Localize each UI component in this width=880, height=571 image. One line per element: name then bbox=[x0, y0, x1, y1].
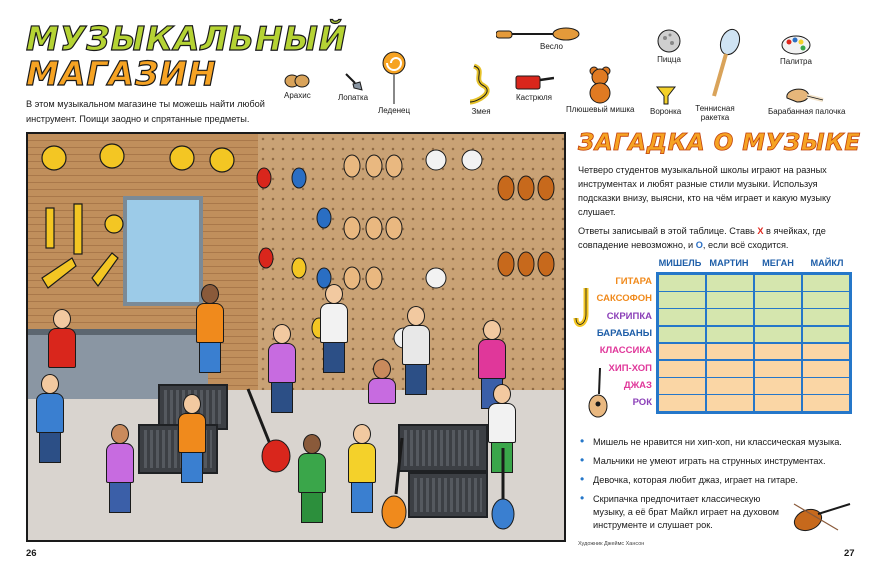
row-header: ДЖАЗ bbox=[623, 379, 652, 391]
logic-grid bbox=[574, 258, 858, 418]
drumstick-icon bbox=[783, 84, 831, 106]
amplifier bbox=[408, 472, 488, 518]
row-header: СКРИПКА bbox=[606, 310, 652, 322]
person-girl bbox=[106, 424, 134, 513]
illustration-credit: Художник Джеймс Хансон bbox=[578, 541, 645, 547]
page-title-line2: МАГАЗИН bbox=[26, 54, 217, 93]
hidden-item-paddle bbox=[496, 26, 580, 42]
grid-cell[interactable] bbox=[803, 327, 849, 343]
grid-cell[interactable] bbox=[755, 309, 801, 325]
hidden-item-label: Палитра bbox=[780, 57, 812, 66]
grid-cell[interactable] bbox=[803, 378, 849, 394]
person-small-girl bbox=[368, 359, 396, 404]
hidden-item-label: Пицца bbox=[657, 55, 681, 64]
row-header: РОК bbox=[632, 397, 652, 409]
grid-cell[interactable] bbox=[803, 344, 849, 360]
clues-list bbox=[580, 436, 860, 538]
column-header: МАЙКЛ bbox=[810, 258, 844, 268]
funnel-icon bbox=[655, 84, 677, 106]
hidden-item-trowel bbox=[338, 70, 368, 102]
hidden-item-tennis-racket bbox=[704, 28, 744, 98]
hidden-item-label: Змея bbox=[471, 107, 491, 116]
row-header: ГИТАРА bbox=[615, 276, 652, 287]
grid-cell[interactable] bbox=[707, 275, 753, 291]
paddle-icon bbox=[496, 26, 580, 42]
hidden-item-label: Леденец bbox=[378, 106, 411, 115]
snake-icon bbox=[466, 62, 496, 106]
hidden-item-drumstick bbox=[768, 84, 845, 116]
person-cashier bbox=[48, 309, 76, 368]
grid-cell[interactable] bbox=[659, 361, 705, 377]
riddle-intro: Четверо студентов музыкальной школы играют на разных инструментах и любят разные стили музыки. Используя подсказки внизу, выясни, кто на чём играет и какую музыку слушает. bbox=[578, 165, 831, 217]
grid-cell[interactable] bbox=[755, 327, 801, 343]
clue-item: • Девочка, которая любит джаз, играет на гитаре. bbox=[580, 474, 860, 487]
person-violinist bbox=[402, 306, 430, 395]
grid-cell[interactable] bbox=[707, 378, 753, 394]
riddle-instructions bbox=[578, 224, 858, 252]
grid-cell[interactable] bbox=[659, 378, 705, 394]
hidden-item-label: Барабанная палочка bbox=[768, 107, 846, 116]
tennis-racket-label: Теннисная ракетка bbox=[695, 104, 735, 122]
hidden-item-pizza bbox=[656, 28, 682, 64]
instr-part: Ответы записывай в этой таблице. Ставь bbox=[578, 226, 758, 236]
grid-cell[interactable] bbox=[755, 378, 801, 394]
guitar-icon bbox=[586, 366, 612, 418]
saxophone-icon bbox=[572, 286, 594, 332]
grid-cell[interactable] bbox=[803, 309, 849, 325]
acoustic-guitar bbox=[378, 434, 418, 534]
row-header: КЛАССИКА bbox=[599, 345, 652, 357]
grid-cell[interactable] bbox=[659, 309, 705, 325]
teddy-bear-icon bbox=[585, 66, 615, 104]
hidden-item-pot bbox=[514, 72, 554, 102]
person-banjo-player bbox=[36, 374, 64, 463]
clue-item: • Мальчики не умеют играть на струнных инструментах. bbox=[580, 455, 860, 468]
column-header: МАРТИН bbox=[709, 258, 749, 268]
hidden-item-label: Лопатка bbox=[338, 93, 369, 102]
trowel-icon bbox=[342, 70, 364, 92]
hidden-item-teddy-bear bbox=[566, 66, 635, 114]
clue-item: • Скрипачка предпочитает классическую музыку, а её брат Майкл играет на духовом инструменте и слушает рок. bbox=[580, 493, 795, 532]
intro-text: В этом музыкальном магазине ты можешь найти любой инструмент. Поищи заодно и спрятанные предметы. bbox=[26, 99, 265, 124]
grid-cell[interactable] bbox=[707, 395, 753, 411]
grid-cell[interactable] bbox=[659, 275, 705, 291]
page-number-left: 26 bbox=[26, 548, 37, 559]
riddle-title: ЗАГАДКА О МУЗЫКЕ bbox=[578, 130, 861, 156]
hidden-item-label: Воронка bbox=[650, 107, 682, 116]
column-header: МЕГАН bbox=[762, 258, 794, 268]
hidden-item-label: Плюшевый мишка bbox=[566, 105, 635, 114]
clue-item: • Мишель не нравится ни хип-хоп, ни классическая музыка. bbox=[580, 436, 860, 449]
music-store-illustration bbox=[26, 132, 566, 542]
row-header: САКСОФОН bbox=[596, 293, 652, 305]
row-header: БАРАБАНЫ bbox=[596, 327, 652, 339]
page-title-line1: МУЗЫКАЛЬНЫЙ bbox=[26, 19, 348, 58]
grid-cell[interactable] bbox=[803, 292, 849, 308]
person-customer bbox=[348, 424, 376, 513]
grid-cell[interactable] bbox=[707, 327, 753, 343]
person-rock-guitarist bbox=[320, 284, 348, 373]
pizza-icon bbox=[656, 28, 682, 54]
person-dancer bbox=[196, 284, 224, 373]
grid-cell[interactable] bbox=[659, 292, 705, 308]
mark-x: X bbox=[757, 226, 764, 236]
grid-cell[interactable] bbox=[755, 344, 801, 360]
hidden-item-label: Арахис bbox=[284, 91, 311, 100]
hidden-item-palette bbox=[780, 34, 812, 66]
column-header: МИШЕЛЬ bbox=[658, 258, 702, 268]
person-guitarist bbox=[178, 394, 206, 483]
pot-icon bbox=[514, 72, 554, 92]
instr-part: , если всё сходится. bbox=[702, 240, 789, 250]
hidden-item-snake bbox=[466, 62, 496, 116]
tennis-racket-icon bbox=[706, 28, 742, 98]
grid-cell[interactable] bbox=[755, 361, 801, 377]
bass-guitar bbox=[238, 384, 298, 474]
person-boy bbox=[298, 434, 326, 523]
grid-cell[interactable] bbox=[755, 395, 801, 411]
grid-cell[interactable] bbox=[707, 361, 753, 377]
lollipop-icon bbox=[380, 50, 408, 105]
grid-cell[interactable] bbox=[659, 344, 705, 360]
palette-icon bbox=[781, 34, 811, 56]
peanut-icon bbox=[284, 72, 310, 90]
grid-cell[interactable] bbox=[803, 395, 849, 411]
answer-grid bbox=[656, 272, 852, 414]
grid-cell[interactable] bbox=[803, 361, 849, 377]
grid-cell[interactable] bbox=[755, 275, 801, 291]
paddle-label: Весло bbox=[540, 42, 563, 51]
electric-guitar bbox=[483, 444, 523, 534]
grid-cell[interactable] bbox=[659, 395, 705, 411]
grid-cell[interactable] bbox=[803, 275, 849, 291]
grid-cell[interactable] bbox=[755, 292, 801, 308]
row-header: ХИП-ХОП bbox=[608, 362, 652, 374]
instr-part: в ячейках, где совпадение невозможно, и bbox=[578, 226, 826, 250]
grid-cell[interactable] bbox=[707, 309, 753, 325]
page-number-right: 27 bbox=[844, 548, 855, 559]
grid-cell[interactable] bbox=[707, 292, 753, 308]
hidden-item-peanut bbox=[284, 72, 311, 100]
grid-cell[interactable] bbox=[659, 327, 705, 343]
brass-instruments-display bbox=[32, 138, 252, 298]
hidden-item-lollipop bbox=[378, 50, 410, 115]
mark-o: O bbox=[695, 240, 703, 250]
grid-cell[interactable] bbox=[707, 344, 753, 360]
hidden-item-label: Кастрюля bbox=[515, 93, 553, 102]
hidden-item-funnel bbox=[650, 84, 681, 116]
